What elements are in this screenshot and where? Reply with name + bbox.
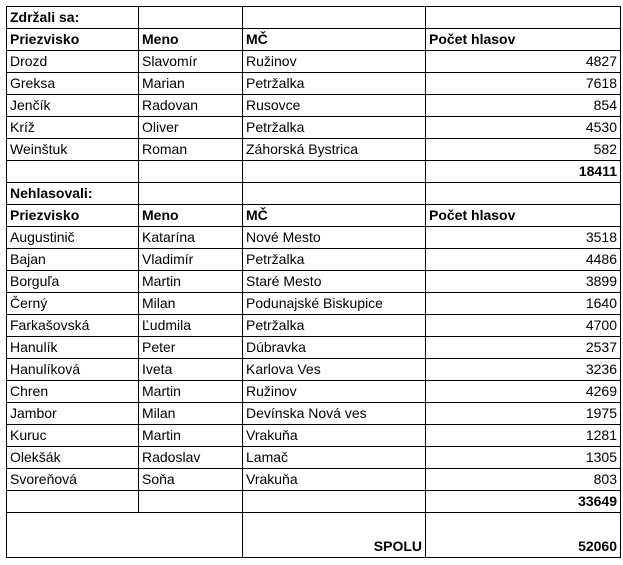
- surname-cell: Weinštuk: [7, 139, 139, 161]
- first-name-cell: Roman: [139, 139, 243, 161]
- district-cell: Petržalka: [243, 73, 426, 95]
- table-row: [7, 403, 621, 425]
- not-voted-title-row: [7, 183, 621, 205]
- first-name-cell: Ľudmila: [139, 315, 243, 337]
- surname-cell: Kríž: [7, 117, 139, 139]
- first-name-cell: Radoslav: [139, 447, 243, 469]
- abstained-total-row: [7, 161, 621, 183]
- first-name-cell: Radovan: [139, 95, 243, 117]
- abstained-total: 18411: [426, 161, 621, 183]
- surname-cell: Olekšák: [7, 447, 139, 469]
- district-cell: Záhorská Bystrica: [243, 139, 426, 161]
- empty-cell: [7, 513, 243, 558]
- first-name-cell: Martin: [139, 271, 243, 293]
- cell: [243, 183, 426, 205]
- surname-cell: Hanulíková: [7, 359, 139, 381]
- votes-cell: 7618: [426, 73, 621, 95]
- district-cell: Petržalka: [243, 117, 426, 139]
- district-cell: Vrakuňa: [243, 469, 426, 491]
- district-cell: Karlova Ves: [243, 359, 426, 381]
- first-name-cell: Martin: [139, 381, 243, 403]
- table-row: [7, 271, 621, 293]
- district-cell: Petržalka: [243, 249, 426, 271]
- section-title: Nehlasovali:: [7, 183, 139, 205]
- column-header: Počet hlasov: [426, 205, 621, 227]
- district-cell: Rusovce: [243, 95, 426, 117]
- district-cell: Lamač: [243, 447, 426, 469]
- votes-cell: 4486: [426, 249, 621, 271]
- abstained-header-row: [7, 29, 621, 51]
- first-name-cell: Katarína: [139, 227, 243, 249]
- votes-cell: 4827: [426, 51, 621, 73]
- cell: [243, 161, 426, 183]
- grand-total-value: 52060: [426, 513, 621, 558]
- table-row: [7, 73, 621, 95]
- first-name-cell: Marian: [139, 73, 243, 95]
- first-name-cell: Oliver: [139, 117, 243, 139]
- votes-cell: 1281: [426, 425, 621, 447]
- district-cell: Vrakuňa: [243, 425, 426, 447]
- cell: [139, 161, 243, 183]
- first-name-cell: Milan: [139, 403, 243, 425]
- surname-cell: Augustinič: [7, 227, 139, 249]
- first-name-cell: Vladimír: [139, 249, 243, 271]
- district-cell: Podunajské Biskupice: [243, 293, 426, 315]
- surname-cell: Drozd: [7, 51, 139, 73]
- cell: [139, 183, 243, 205]
- votes-cell: 582: [426, 139, 621, 161]
- votes-cell: 1305: [426, 447, 621, 469]
- surname-cell: Kuruc: [7, 425, 139, 447]
- table-row: [7, 315, 621, 337]
- table-row: [7, 381, 621, 403]
- column-header: MČ: [243, 29, 426, 51]
- column-header: Priezvisko: [7, 29, 139, 51]
- table-row: [7, 117, 621, 139]
- table-row: [7, 293, 621, 315]
- column-header: MČ: [243, 205, 426, 227]
- district-cell: Staré Mesto: [243, 271, 426, 293]
- district-cell: Petržalka: [243, 315, 426, 337]
- table-row: [7, 469, 621, 491]
- first-name-cell: Milan: [139, 293, 243, 315]
- first-name-cell: Soňa: [139, 469, 243, 491]
- surname-cell: Farkašovská: [7, 315, 139, 337]
- column-header: Počet hlasov: [426, 29, 621, 51]
- grand-total-row: [7, 513, 621, 558]
- first-name-cell: Iveta: [139, 359, 243, 381]
- not-voted-header-row: [7, 205, 621, 227]
- district-cell: Nové Mesto: [243, 227, 426, 249]
- surname-cell: Chren: [7, 381, 139, 403]
- column-header: Priezvisko: [7, 205, 139, 227]
- surname-cell: Jenčík: [7, 95, 139, 117]
- abstained-title-row: [7, 7, 621, 29]
- section-title: Zdržali sa:: [7, 7, 139, 29]
- votes-cell: 1640: [426, 293, 621, 315]
- district-cell: Ružinov: [243, 51, 426, 73]
- not-voted-total-row: [7, 491, 621, 513]
- vote-table: [6, 6, 621, 558]
- votes-cell: 4530: [426, 117, 621, 139]
- votes-cell: 1975: [426, 403, 621, 425]
- cell: [7, 491, 139, 513]
- cell: [139, 7, 243, 29]
- table-row: [7, 359, 621, 381]
- cell: [243, 491, 426, 513]
- votes-cell: 854: [426, 95, 621, 117]
- cell: [426, 7, 621, 29]
- surname-cell: Černý: [7, 293, 139, 315]
- table-row: [7, 139, 621, 161]
- vote-table-body: [7, 7, 621, 558]
- cell: [139, 491, 243, 513]
- cell: [243, 7, 426, 29]
- district-cell: Ružinov: [243, 381, 426, 403]
- table-row: [7, 249, 621, 271]
- table-row: [7, 447, 621, 469]
- column-header: Meno: [139, 205, 243, 227]
- district-cell: Devínska Nová ves: [243, 403, 426, 425]
- cell: [426, 183, 621, 205]
- column-header: Meno: [139, 29, 243, 51]
- votes-cell: 3518: [426, 227, 621, 249]
- surname-cell: Greksa: [7, 73, 139, 95]
- votes-cell: 3236: [426, 359, 621, 381]
- surname-cell: Svoreňová: [7, 469, 139, 491]
- cell: [7, 161, 139, 183]
- surname-cell: Bajan: [7, 249, 139, 271]
- table-row: [7, 95, 621, 117]
- grand-total-label: SPOLU: [243, 513, 426, 558]
- table-row: [7, 337, 621, 359]
- votes-cell: 2537: [426, 337, 621, 359]
- first-name-cell: Peter: [139, 337, 243, 359]
- table-row: [7, 227, 621, 249]
- surname-cell: Jambor: [7, 403, 139, 425]
- table-row: [7, 51, 621, 73]
- first-name-cell: Slavomír: [139, 51, 243, 73]
- votes-cell: 4269: [426, 381, 621, 403]
- table-row: [7, 425, 621, 447]
- votes-cell: 3899: [426, 271, 621, 293]
- not-voted-total: 33649: [426, 491, 621, 513]
- surname-cell: Hanulík: [7, 337, 139, 359]
- surname-cell: Borguľa: [7, 271, 139, 293]
- first-name-cell: Martin: [139, 425, 243, 447]
- votes-cell: 803: [426, 469, 621, 491]
- votes-cell: 4700: [426, 315, 621, 337]
- district-cell: Dúbravka: [243, 337, 426, 359]
